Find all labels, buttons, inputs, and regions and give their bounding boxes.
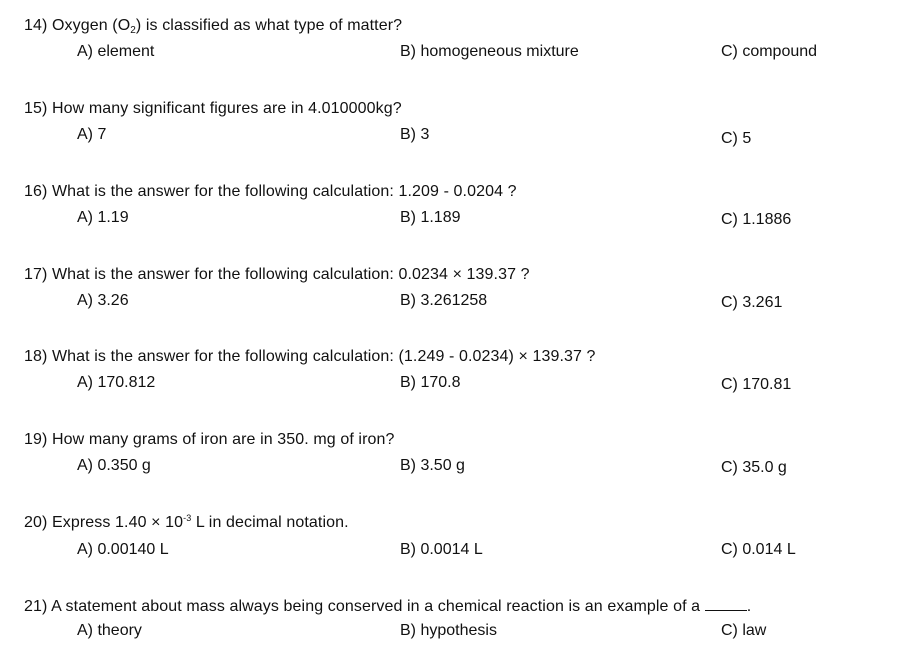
question-stem: What is the answer for the following calculation: 0.0234 × 139.37 ? [51,266,530,283]
question-stem-part: Express 1.40 × 10 [51,514,184,531]
choice-c: C) 1.1886 [721,211,792,228]
choice-c: C) 5 [721,130,752,147]
choice-a: A) theory [77,622,142,639]
question-text [24,347,596,367]
choice-b: B) hypothesis [400,622,497,639]
question-text [24,596,751,617]
question-number: 19) [24,431,48,448]
question-number: 16) [24,183,48,200]
question-stem: How many grams of iron are in 350. mg of iron? [51,431,395,448]
question-stem-end: . [746,598,752,615]
question-text [24,430,395,450]
choice-c: C) 3.261 [721,294,783,311]
question-stem: What is the answer for the following calculation: 1.209 - 0.0204 ? [51,183,517,200]
question-text [24,265,530,285]
choice-a: A) 0.350 g [77,457,151,474]
choice-c: C) 0.014 L [721,541,796,558]
answer-blank [705,596,747,611]
question-number: 21) [24,598,48,615]
question-text [24,16,402,36]
choice-a: A) 7 [77,126,107,143]
choice-b: B) 1.189 [400,209,461,226]
subscript-text: 2 [130,25,136,36]
choice-c: C) law [721,622,767,639]
question-number: 14) [24,17,48,34]
choice-c: C) compound [721,43,818,60]
choice-c: C) 170.81 [721,376,792,393]
choice-a: A) element [77,43,155,60]
choice-b: B) 0.0014 L [400,541,483,558]
question-stem: How many significant figures are in 4.010000kg? [51,100,402,117]
question-stem: A statement about mass always being conserved in a chemical reaction is an example of a [51,598,701,615]
question-stem-part: ) is classified as what type of matter? [135,17,403,34]
question-number: 18) [24,348,48,365]
question-text [24,513,349,533]
question-stem: What is the answer for the following calculation: (1.249 - 0.0234) × 139.37 ? [51,348,596,365]
choice-a: A) 170.812 [77,374,156,391]
question-text [24,99,402,119]
question-stem-part: L in decimal notation. [191,514,349,531]
question-number: 15) [24,100,48,117]
superscript-text: -3 [183,513,192,523]
question-number: 20) [24,514,48,531]
choice-b: B) 3.261258 [400,292,488,309]
choice-b: B) 170.8 [400,374,461,391]
choice-b: B) homogeneous mixture [400,43,579,60]
question-number: 17) [24,266,48,283]
choice-a: A) 1.19 [77,209,129,226]
question-text [24,182,517,202]
question-stem-part: Oxygen (O [51,17,131,34]
choice-c: C) 35.0 g [721,459,787,476]
choice-b: B) 3 [400,126,430,143]
choice-a: A) 0.00140 L [77,541,169,558]
choice-b: B) 3.50 g [400,457,465,474]
choice-a: A) 3.26 [77,292,129,309]
